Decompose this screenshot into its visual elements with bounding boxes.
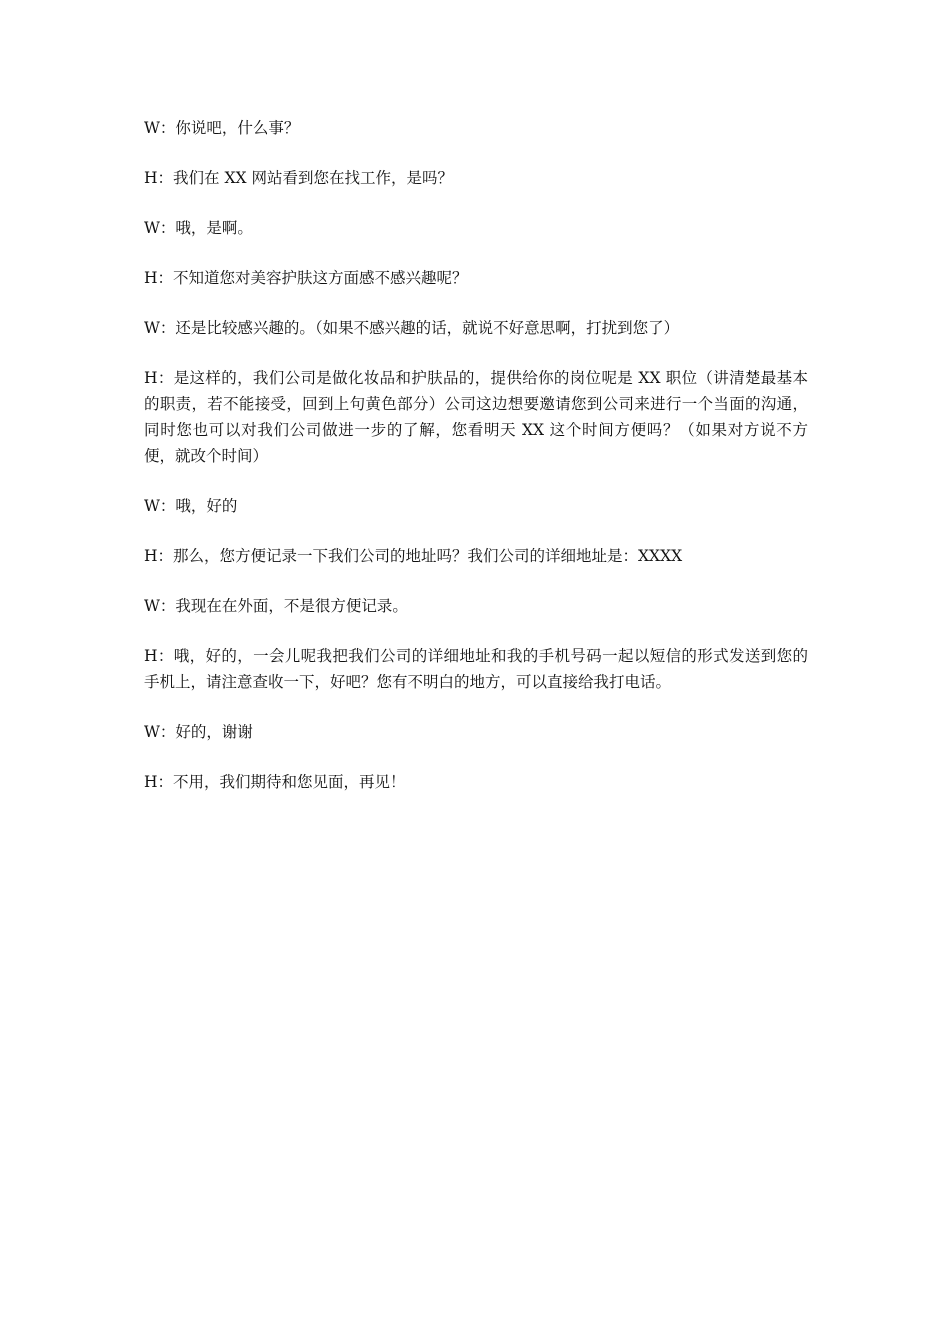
dialogue-line-w-5: W：我现在在外面，不是很方便记录。 [144,597,408,615]
dialogue-line-w-4: W：哦，好的 [144,497,238,515]
dialogue-line-w-6: W：好的，谢谢 [144,723,253,741]
dialogue-line-h-3: H：是这样的，我们公司是做化妆品和护肤品的，提供给你的岗位呢是 XX 职位（讲清楚最基本的职责，若不能接受，回到上句黄色部分）公司这边想要邀请您到公司来进行一个当面的沟通，同时您也可以对我们公司做进一步的了解，您看明天 XX 这个时间方便吗？（如果对方说不方便，就改个时间） [144,369,808,465]
dialogue-line-h-5: H：哦，好的，一会儿呢我把我们公司的详细地址和我的手机号码一起以短信的形式发送到您的手机上，请注意查收一下，好吧？您有不明白的地方，可以直接给我打电话。 [144,647,808,691]
dialogue-line-w-3: W：还是比较感兴趣的。（如果不感兴趣的话，就说不好意思啊，打扰到您了） [144,319,680,337]
dialogue-content [144,115,808,819]
dialogue-line-w-2: W：哦，是啊。 [144,219,253,237]
dialogue-line-h-4: H：那么，您方便记录一下我们公司的地址吗？我们公司的详细地址是：XXXX [144,547,683,565]
dialogue-line-h-6: H：不用，我们期待和您见面，再见！ [144,773,406,791]
dialogue-line-h-1: H：我们在 XX 网站看到您在找工作，是吗？ [144,169,453,187]
dialogue-line-h-2: H：不知道您对美容护肤这方面感不感兴趣呢？ [144,269,468,287]
dialogue-line-w-1: W：你说吧，什么事？ [144,119,300,137]
